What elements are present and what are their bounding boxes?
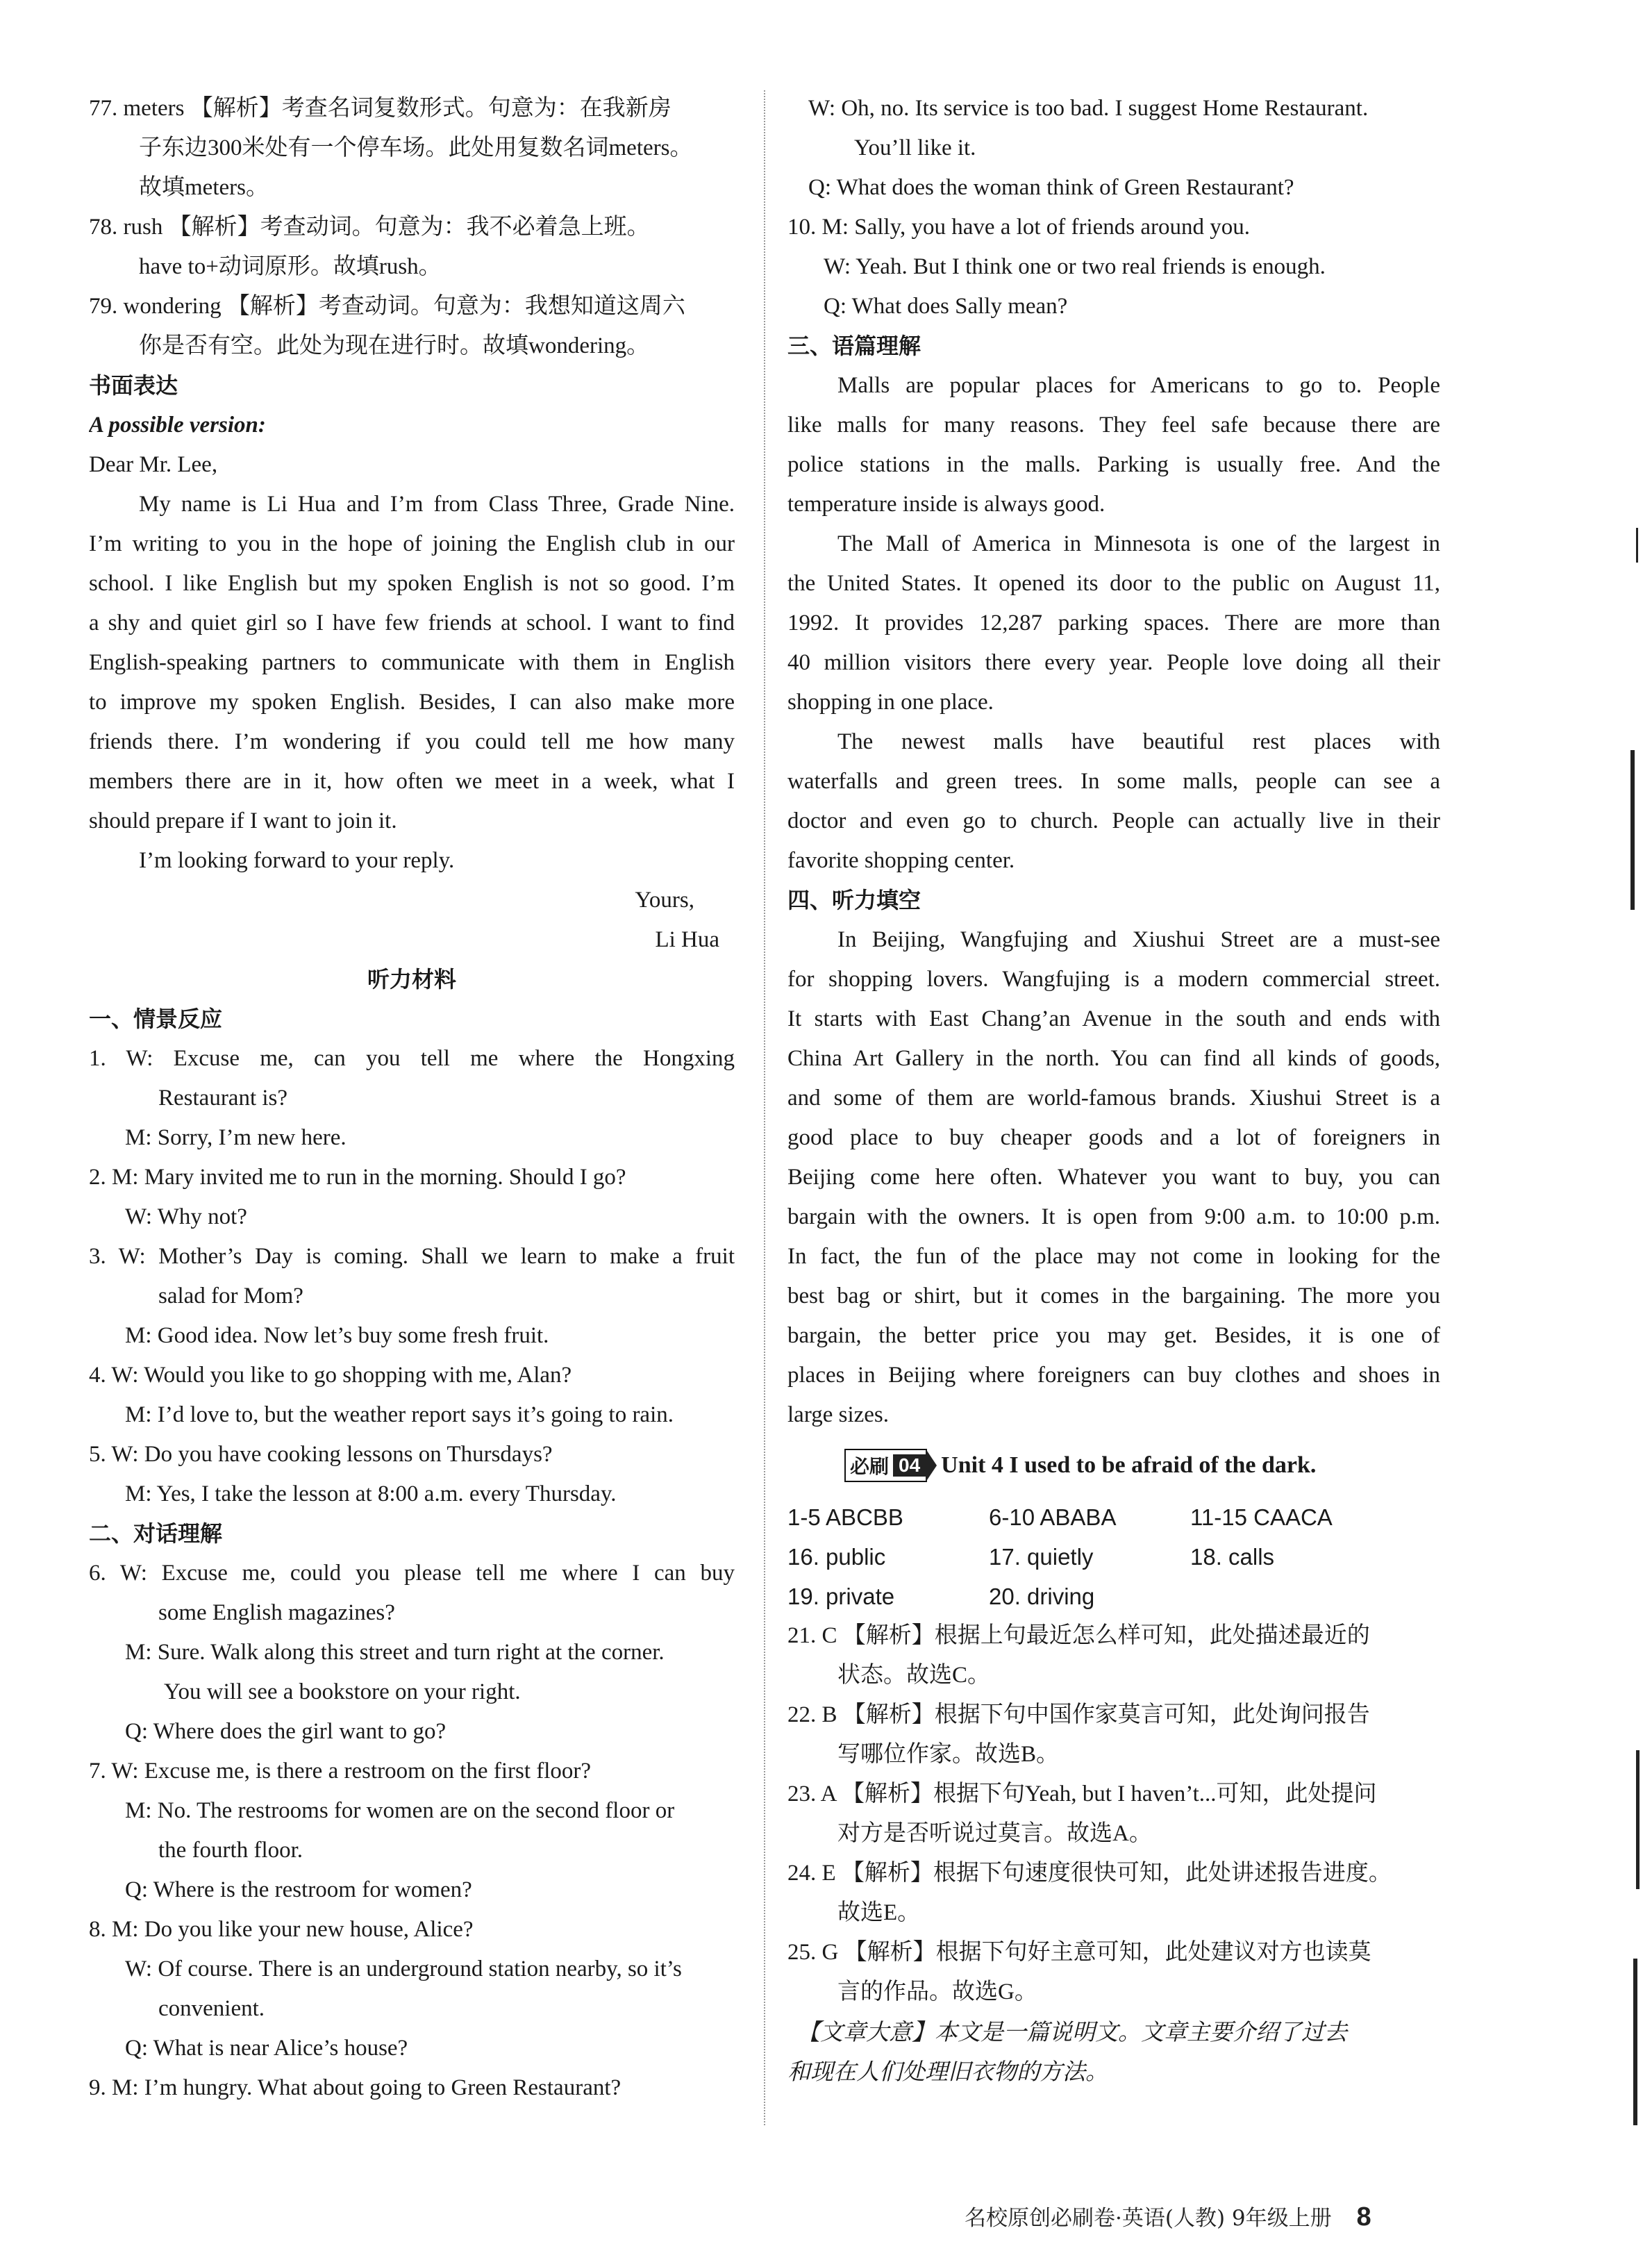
dialog-line: W: Why not? <box>125 1204 247 1229</box>
answer-25-cont: 言的作品。故选G。 <box>837 1979 1037 2004</box>
article-summary-cont: 和现在人们处理旧衣物的方法。 <box>787 2058 1108 2085</box>
answer-group: 1-5 ABCBB <box>787 1504 903 1530</box>
answer-78: 78. rush 【解析】考查动词。句意为：我不必着急上班。 <box>89 215 650 240</box>
answer-79-cont: 你是否有空。此处为现在进行时。故填wondering。 <box>139 333 650 358</box>
article-summary: 【文章大意】本文是一篇说明文。文章主要介绍了过去 <box>797 2018 1347 2045</box>
answer-22: 22. B 【解析】根据下句中国作家莫言可知，此处询问报告 <box>787 1702 1370 1727</box>
passage-line: best bag or shirt, but it comes in the bargaining. The more you <box>787 1283 1440 1308</box>
dialog-line: 3. W: Mother’s Day is coming. Shall we learn to make a fruit <box>89 1244 735 1269</box>
dialog-line: Q: Where is the restroom for women? <box>125 1877 472 1902</box>
scan-mark <box>1636 1750 1640 1889</box>
letter-line: should prepare if I want to join it. <box>89 808 397 833</box>
letter-line: I’m writing to you in the hope of joining the English club in our <box>89 531 735 556</box>
answer-77-cont: 子东边300米处有一个停车场。此处用复数名词meters。 <box>139 135 693 160</box>
passage-line: and some of them are world-famous brands. Xiushui Street is a <box>787 1086 1440 1111</box>
badge-arrow-icon <box>926 1449 937 1482</box>
unit-badge <box>844 1449 927 1482</box>
answer-row <box>787 1577 1440 1616</box>
answer-24: 24. E 【解析】根据下句速度很快可知，此处讲述报告进度。 <box>787 1861 1392 1886</box>
section-heading-3: 三、语篇理解 <box>787 333 921 359</box>
dialog-line: M: Sorry, I’m new here. <box>125 1125 347 1150</box>
dialog-line: Q: What is near Alice’s house? <box>125 2036 408 2061</box>
answer-77-cont2: 故填meters。 <box>139 175 269 200</box>
passage-line: Beijing come here often. Whatever you want to buy, you can <box>787 1165 1440 1190</box>
page-footer <box>965 2200 1371 2232</box>
answer-77: 77. meters 【解析】考查名词复数形式。句意为：在我新房 <box>89 96 671 121</box>
dialog-line: W: Yeah. But I think one or two real friends is enough. <box>824 254 1326 279</box>
scan-mark <box>1630 750 1635 910</box>
scan-mark <box>1636 528 1638 563</box>
badge-number: 04 <box>893 1454 926 1477</box>
answer-item: 20. driving <box>989 1584 1095 1609</box>
dialog-line: M: I’d love to, but the weather report says it’s going to rain. <box>125 1402 674 1427</box>
passage-line: Malls are popular places for Americans to go to. People <box>837 373 1440 398</box>
dialog-line: Q: What does Sally mean? <box>824 294 1068 319</box>
passage-line: China Art Gallery in the north. You can find all kinds of goods, <box>787 1046 1440 1071</box>
dialog-line: W: Oh, no. Its service is too bad. I suggest Home Restaurant. <box>808 96 1369 121</box>
dialog-line: You’ll like it. <box>854 135 976 160</box>
answer-79: 79. wondering 【解析】考查动词。句意为：我想知道这周六 <box>89 294 685 319</box>
passage-line: good place to buy cheaper goods and a lot of foreigners in <box>787 1125 1440 1150</box>
dialog-line: 1. W: Excuse me, can you tell me where the Hongxing <box>89 1046 735 1071</box>
letter-line: members there are in it, how often we meet in a week, what I <box>89 769 735 794</box>
letter-line: My name is Li Hua and I’m from Class Three, Grade Nine. <box>139 492 735 517</box>
dialog-line: 7. W: Excuse me, is there a restroom on the first floor? <box>89 1759 592 1784</box>
dialog-line: Q: Where does the girl want to go? <box>125 1719 447 1744</box>
answer-row <box>787 1497 1440 1537</box>
letter-salutation: Dear Mr. Lee, <box>89 452 218 477</box>
letter-line: school. I like English but my spoken English is not so good. I’m <box>89 571 735 596</box>
dialog-line: You will see a bookstore on your right. <box>164 1679 521 1704</box>
footer-text: 名校原创必刷卷·英语(人教) 9年级上册 <box>965 2206 1332 2231</box>
answer-22-cont: 写哪位作家。故选B。 <box>837 1742 1060 1767</box>
column-divider <box>764 90 767 2125</box>
dialog-line: 6. W: Excuse me, could you please tell me where I can buy <box>89 1561 735 1586</box>
dialog-line: W: Of course. There is an underground station nearby, so it’s <box>125 1956 682 1981</box>
dialog-line: the fourth floor. <box>158 1838 303 1863</box>
dialog-line: some English magazines? <box>158 1600 395 1625</box>
passage-line: 40 million visitors there every year. People love doing all their <box>787 650 1440 675</box>
passage-line: doctor and even go to church. People can actually live in their <box>787 808 1440 833</box>
dialog-line: 4. W: Would you like to go shopping with me, Alan? <box>89 1363 572 1388</box>
passage-line: favorite shopping center. <box>787 848 1015 873</box>
dialog-line: M: Yes, I take the lesson at 8:00 a.m. every Thursday. <box>125 1481 617 1506</box>
passage-line: the United States. It opened its door to the public on August 11, <box>787 571 1440 596</box>
passage-line: large sizes. <box>787 1402 890 1427</box>
answer-row <box>787 1537 1440 1577</box>
passage-line: In fact, the fun of the place may not come in looking for the <box>787 1244 1440 1269</box>
section-heading-writing: 书面表达 <box>89 372 178 399</box>
dialog-line: 8. M: Do you like your new house, Alice? <box>89 1917 474 1942</box>
dialog-line: 9. M: I’m hungry. What about going to Green Restaurant? <box>89 2075 621 2100</box>
dialog-line: 10. M: Sally, you have a lot of friends around you. <box>787 215 1250 240</box>
possible-version-label: A possible version: <box>89 413 266 438</box>
answer-21-cont: 状态。故选C。 <box>837 1663 991 1688</box>
answer-78-cont: have to+动词原形。故填rush。 <box>139 254 442 279</box>
answer-group: 11-15 CAACA <box>1190 1504 1333 1530</box>
answer-21: 21. C 【解析】根据上句最近怎么样可知，此处描述最近的 <box>787 1623 1370 1648</box>
dialog-line: salad for Mom? <box>158 1283 303 1308</box>
dialog-line: Restaurant is? <box>158 1086 288 1111</box>
answer-item: 17. quietly <box>989 1544 1094 1570</box>
section-heading-listening: 听力材料 <box>367 966 456 992</box>
dialog-line: M: Good idea. Now let’s buy some fresh fruit. <box>125 1323 549 1348</box>
passage-line: waterfalls and green trees. In some malls, people can see a <box>787 769 1440 794</box>
answer-item: 19. private <box>787 1584 895 1609</box>
section-heading-2: 二、对话理解 <box>89 1520 223 1547</box>
passage-line: In Beijing, Wangfujing and Xiushui Street are a must-see <box>837 927 1440 952</box>
passage-line: temperature inside is always good. <box>787 492 1105 517</box>
left-column <box>89 89 735 2108</box>
passage-line: 1992. It provides 12,287 parking spaces. There are more than <box>787 610 1440 635</box>
passage-line: The newest malls have beautiful rest places with <box>837 729 1440 754</box>
dialog-line: 5. W: Do you have cooking lessons on Thursdays? <box>89 1442 553 1467</box>
dialog-line: M: Sure. Walk along this street and turn right at the corner. <box>125 1640 665 1665</box>
letter-yours: Yours, <box>635 888 694 913</box>
page-number: 8 <box>1356 2202 1371 2232</box>
passage-line: places in Beijing where foreigners can buy clothes and shoes in <box>787 1363 1440 1388</box>
section-heading-1: 一、情景反应 <box>89 1006 223 1032</box>
letter-line: English-speaking partners to communicate with them in English <box>89 650 735 675</box>
letter-line: to improve my spoken English. Besides, I can also make more <box>89 690 735 715</box>
letter-closing-line: I’m looking forward to your reply. <box>139 848 455 873</box>
answer-25: 25. G 【解析】根据下句好主意可知，此处建议对方也读莫 <box>787 1940 1371 1965</box>
passage-line: for shopping lovers. Wangfujing is a modern commercial street. <box>787 967 1440 992</box>
answer-24-cont: 故选E。 <box>837 1900 921 1925</box>
answer-item: 18. calls <box>1190 1544 1275 1570</box>
dialog-line: Q: What does the woman think of Green Restaurant? <box>808 175 1294 200</box>
dialog-line: convenient. <box>158 1996 265 2021</box>
unit-banner <box>787 1439 1440 1492</box>
answer-group: 6-10 ABABA <box>989 1504 1117 1530</box>
dialog-line: 2. M: Mary invited me to run in the morning. Should I go? <box>89 1165 626 1190</box>
answer-item: 16. public <box>787 1544 886 1570</box>
badge-label: 必刷 <box>846 1452 893 1479</box>
letter-signature: Li Hua <box>655 927 719 952</box>
passage-line: like malls for many reasons. They feel safe because there are <box>787 413 1440 438</box>
passage-line: bargain with the owners. It is open from 9:00 a.m. to 10:00 p.m. <box>787 1204 1440 1229</box>
passage-line: police stations in the malls. Parking is usually free. And the <box>787 452 1440 477</box>
answer-23: 23. A 【解析】根据下句Yeah, but I haven’t...可知，此处提问 <box>787 1781 1377 1806</box>
answer-23-cont: 对方是否听说过莫言。故选A。 <box>837 1821 1152 1846</box>
passage-line: bargain, the better price you may get. Besides, it is one of <box>787 1323 1440 1348</box>
passage-line: The Mall of America in Minnesota is one of the largest in <box>837 531 1440 556</box>
section-heading-4: 四、听力填空 <box>787 887 921 913</box>
passage-line: It starts with East Chang’an Avenue in the south and ends with <box>787 1006 1440 1031</box>
right-column <box>787 89 1440 2091</box>
letter-line: friends there. I’m wondering if you could tell me how many <box>89 729 735 754</box>
unit-title: Unit 4 I used to be afraid of the dark. <box>941 1452 1317 1478</box>
passage-line: shopping in one place. <box>787 690 994 715</box>
dialog-line: M: No. The restrooms for women are on the second floor or <box>125 1798 675 1823</box>
letter-line: a shy and quiet girl so I have few friends at school. I want to find <box>89 610 735 635</box>
scan-mark <box>1633 1959 1637 2125</box>
